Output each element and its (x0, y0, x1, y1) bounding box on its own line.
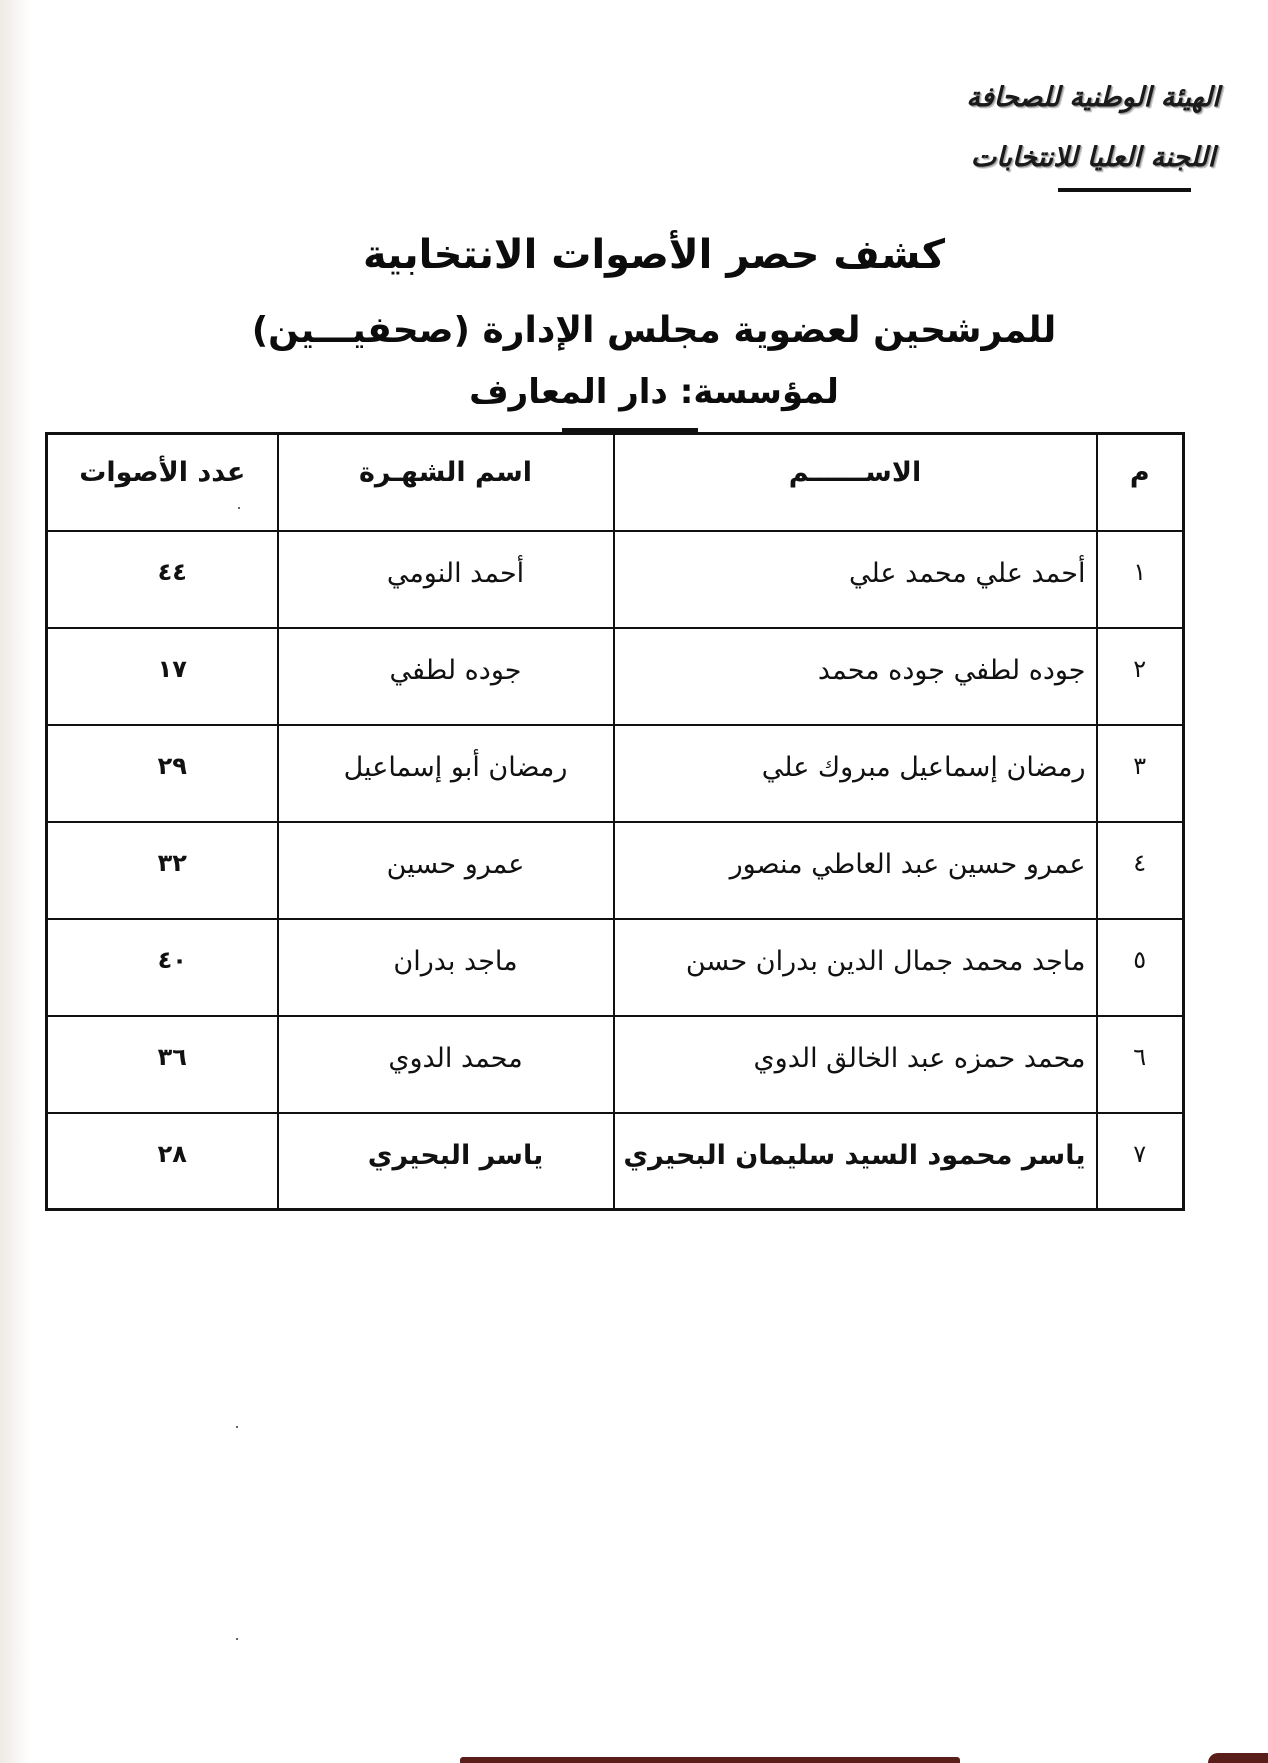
vote-count: ٣٦ (47, 1016, 278, 1113)
candidate-name: ياسر محمود السيد سليمان البحيري (614, 1113, 1097, 1210)
org-name: الهيئة الوطنية للصحافة (966, 82, 1220, 113)
row-num: ١ (1097, 531, 1184, 628)
document-title: كشف حصر الأصوات الانتخابية (363, 232, 945, 278)
row-num: ٥ (1097, 919, 1184, 1016)
table-row (47, 531, 1184, 628)
document-subtitle: للمرشحين لعضوية مجلس الإدارة (صحفيـــين) (251, 310, 1057, 351)
candidate-nickname: محمد الدوي (278, 1016, 614, 1113)
org-header (948, 68, 1238, 188)
candidate-name: محمد حمزه عبد الخالق الدوي (614, 1016, 1097, 1113)
row-num: ٢ (1097, 628, 1184, 725)
header-num: م (1097, 434, 1184, 531)
vote-count: ٤٤ (47, 531, 278, 628)
vote-count: ٤٠ (47, 919, 278, 1016)
institution-line (0, 372, 1268, 412)
vote-count: ١٧ (47, 628, 278, 725)
candidate-nickname: ياسر البحيري (278, 1113, 614, 1210)
header-votes: عدد الأصوات (47, 434, 278, 531)
institution-label: لمؤسسة: (679, 372, 839, 412)
vote-count: ٢٩ (47, 725, 278, 822)
table-row (47, 1016, 1184, 1113)
candidate-nickname: جوده لطفي (278, 628, 614, 725)
table-row (47, 822, 1184, 919)
candidate-name: رمضان إسماعيل مبروك علي (614, 725, 1097, 822)
vote-count: ٢٨ (47, 1113, 278, 1210)
scan-speck (236, 1638, 238, 1640)
candidate-nickname: عمرو حسين (278, 822, 614, 919)
table-header-row (47, 434, 1184, 531)
vote-count: ٣٢ (47, 822, 278, 919)
row-num: ٤ (1097, 822, 1184, 919)
candidate-nickname: ماجد بدران (278, 919, 614, 1016)
page-edge (460, 1757, 960, 1763)
header-nickname: اسم الشهـرة (278, 434, 614, 531)
candidate-nickname: أحمد النومي (278, 531, 614, 628)
candidate-nickname: رمضان أبو إسماعيل (278, 725, 614, 822)
table-row (47, 919, 1184, 1016)
candidate-name: جوده لطفي جوده محمد (614, 628, 1097, 725)
row-num: ٣ (1097, 725, 1184, 822)
header-name: الاســــــم (614, 434, 1097, 531)
org-header-underline (1058, 188, 1191, 192)
vote-count-table (45, 432, 1185, 1211)
candidate-name: أحمد علي محمد علي (614, 531, 1097, 628)
page-edge (1208, 1753, 1268, 1763)
table-row (47, 628, 1184, 725)
candidate-name: عمرو حسين عبد العاطي منصور (614, 822, 1097, 919)
scan-speck (238, 507, 240, 509)
table-row (47, 725, 1184, 822)
scan-speck (236, 1426, 238, 1428)
institution-name: دار المعارف (469, 372, 668, 412)
candidate-name: ماجد محمد جمال الدين بدران حسن (614, 919, 1097, 1016)
row-num: ٦ (1097, 1016, 1184, 1113)
committee-name: اللجنة العليا للانتخابات (970, 142, 1216, 173)
table-row (47, 1113, 1184, 1210)
row-num: ٧ (1097, 1113, 1184, 1210)
